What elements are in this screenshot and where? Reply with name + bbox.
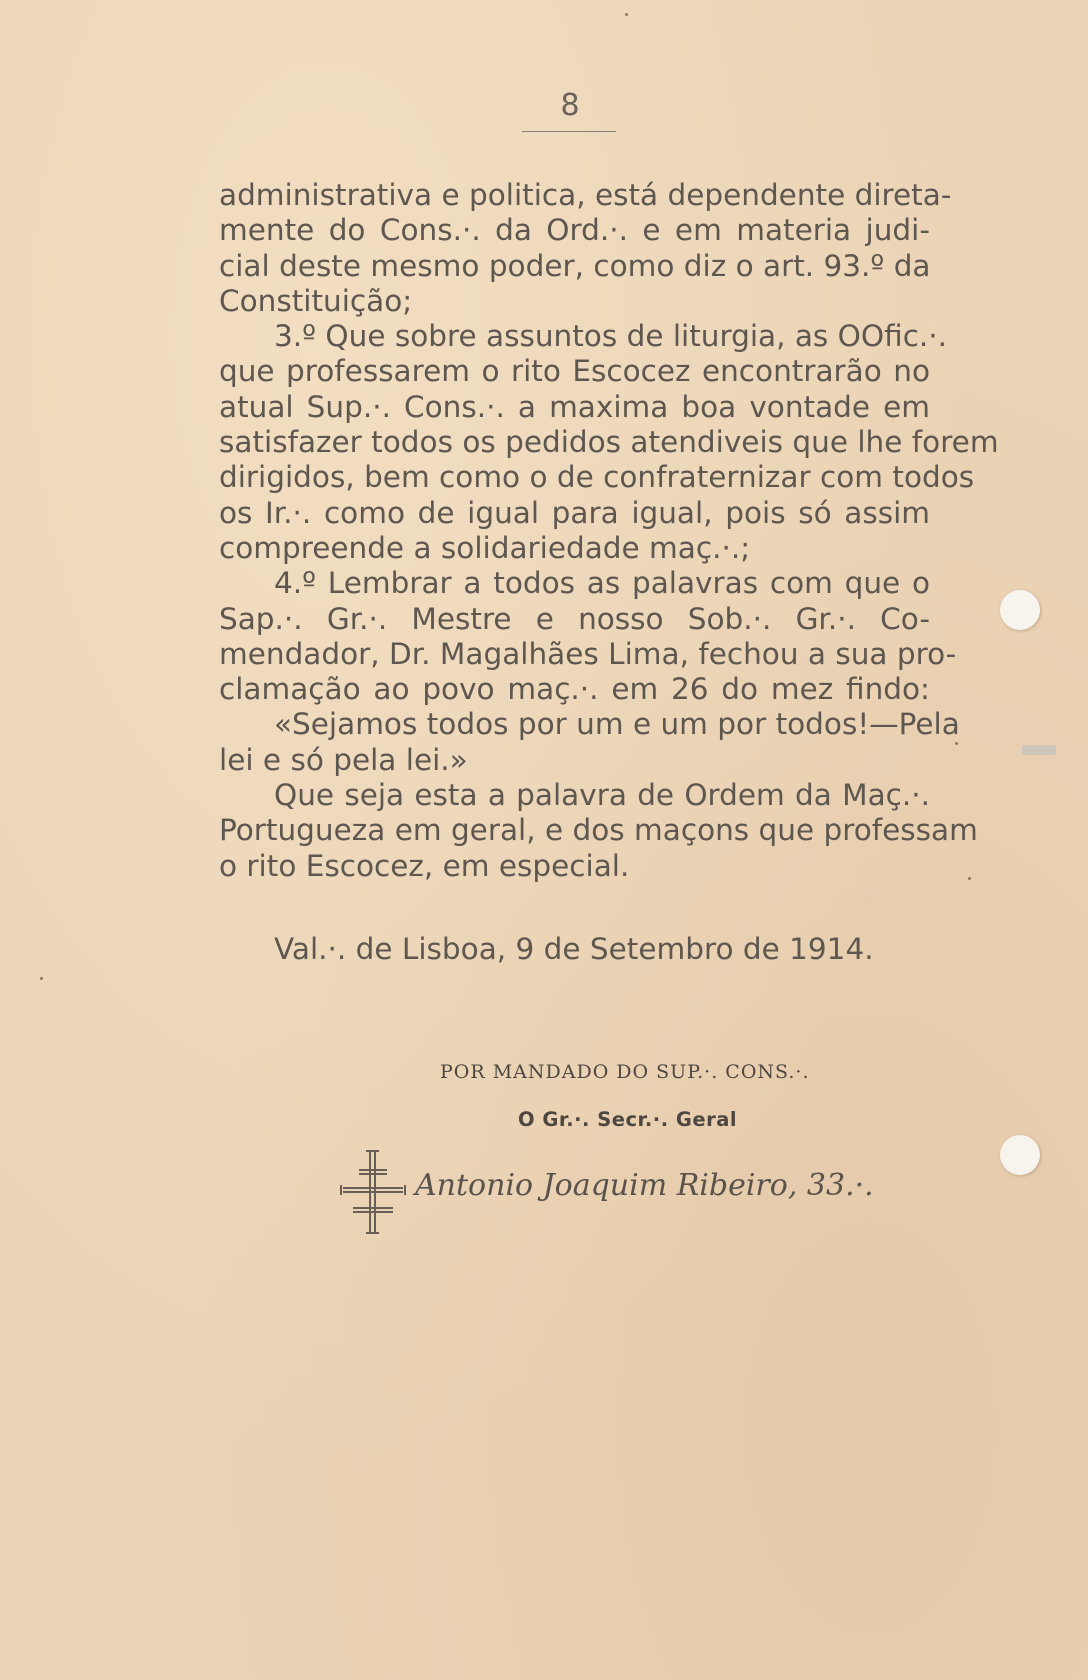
- punch-hole: [1000, 1135, 1040, 1175]
- body-line: compreende a solidariedade maç.·.;: [219, 530, 751, 565]
- secretary-title: O Gr.·. Secr.·. Geral: [518, 1108, 738, 1131]
- body-line: cial deste mesmo poder, como diz o art. 93.º da: [219, 248, 931, 283]
- mandate-heading: POR MANDADO DO SUP.·. CONS.·.: [440, 1061, 810, 1083]
- body-line: mendador, Dr. Magalhães Lima, fechou a sua pro-: [219, 636, 957, 671]
- body-line: administrativa e politica, está dependente direta-: [219, 178, 952, 212]
- body-line: satisfazer todos os pedidos atendiveis que lhe forem: [219, 425, 999, 460]
- body-line: Portugueza em geral, e dos maçons que professam: [219, 813, 978, 848]
- body-line: «Sejamos todos por um e um por todos!—Pela: [274, 707, 960, 742]
- paper-speck: [968, 877, 971, 880]
- patriarchal-cross-icon: [337, 1148, 409, 1236]
- paper-speck: [625, 13, 628, 16]
- body-line: lei e só pela lei.»: [219, 742, 468, 777]
- body-line: clamação ao povo maç.·. em 26 do mez findo:: [219, 672, 930, 707]
- date-line: Val.·. de Lisboa, 9 de Setembro de 1914.: [274, 932, 874, 966]
- body-line: Que seja esta a palavra de Ordem da Maç.·.: [274, 778, 930, 813]
- page-number-rule: [522, 131, 616, 132]
- body-line: mente do Cons.·. da Ord.·. e em materia judi-: [219, 213, 930, 248]
- body-line: Sap.·. Gr.·. Mestre e nosso Sob.·. Gr.·. Co-: [219, 601, 930, 636]
- paper-speck: [955, 742, 958, 745]
- signature: Antonio Joaquim Ribeiro, 33.·.: [415, 1168, 874, 1203]
- body-line: o rito Escocez, em especial.: [219, 848, 630, 883]
- body-line: os Ir.·. como de igual para igual, pois só assim: [219, 495, 930, 530]
- body-line: 4.º Lembrar a todos as palavras com que o: [274, 566, 930, 601]
- punch-hole: [1000, 590, 1040, 630]
- body-line: que professarem o rito Escocez encontrarão no: [219, 354, 930, 389]
- page-number: 8: [560, 88, 580, 123]
- body-line: atual Sup.·. Cons.·. a maxima boa vontade em: [219, 389, 930, 424]
- paper-speck: [40, 977, 43, 980]
- body-line: Constituição;: [219, 283, 413, 318]
- body-text: [219, 178, 999, 884]
- body-line: dirigidos, bem como o de confraternizar com todos: [219, 460, 975, 495]
- body-line: 3.º Que sobre assuntos de liturgia, as OOfic.·.: [274, 319, 948, 354]
- paper-tab-mark: [1022, 745, 1056, 755]
